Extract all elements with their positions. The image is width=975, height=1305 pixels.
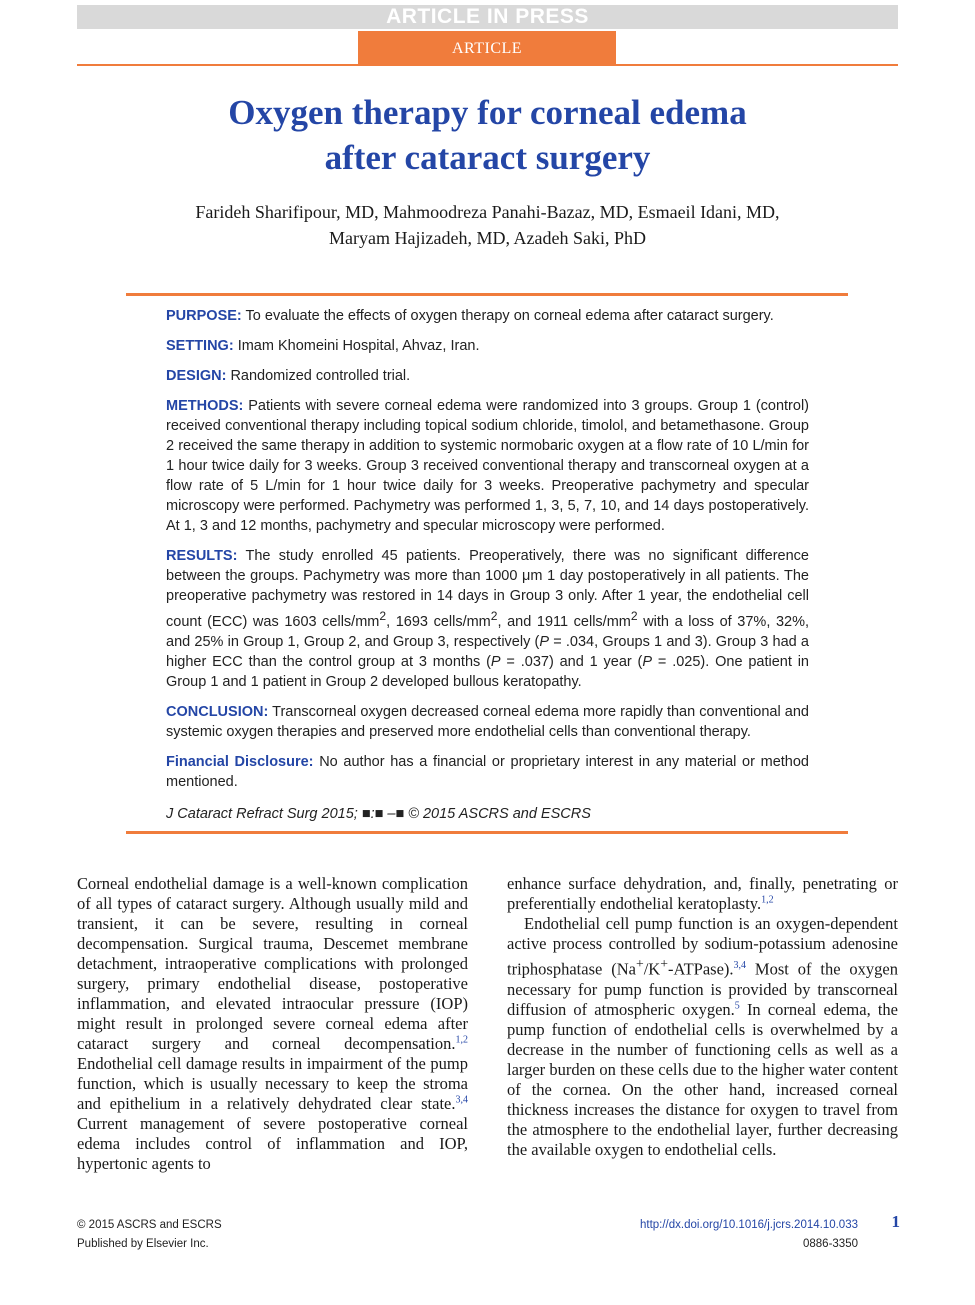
body-text: Current management of severe postoperative corneal edema includes control of inflammation and IOP, hypertonic agents to [77, 1114, 468, 1173]
doi-link[interactable]: http://dx.doi.org/10.1016/j.jcrs.2014.10.033 [639, 1219, 858, 1231]
abstract-design [166, 366, 809, 386]
copyright: © 2015 ASCRS and ESCRS [77, 1219, 222, 1231]
journal-citation: J Cataract Refract Surg 2015; ■:■ –■ © 2015 ASCRS and ESCRS [166, 805, 591, 822]
abstract-purpose [166, 306, 809, 326]
body-text: /K [643, 959, 661, 979]
article-title [77, 90, 898, 180]
body-paragraph [507, 914, 898, 1160]
p-value-symbol: P [539, 633, 550, 650]
body-text: enhance surface dehydration, and, finally, penetrating or preferentially endothelial keratoplasty. [507, 874, 898, 913]
issn: 0886-3350 [803, 1238, 858, 1250]
publisher: Published by Elsevier Inc. [77, 1238, 209, 1250]
results-text: = .034, Groups 1 and 3). Group 3 had a higher ECC than the control group at 3 months ( [166, 633, 809, 670]
abstract-conclusion [166, 702, 809, 742]
results-text: , 1693 cells/mm [386, 613, 491, 630]
body-column-right [507, 874, 898, 1160]
header-divider [77, 64, 898, 66]
author-list [77, 199, 898, 251]
disclosure-text: No author has a financial or proprietary interest in any material or method mentioned. [166, 753, 809, 790]
results-text: The study enrolled 45 patients. Preoperatively, there was no significant difference between the groups. Pachymetry was more than 1000 μm 1 day postoperatively in all patients. The preoperative pachymetry was restored in 14 days in Group 3 only. After 1 year, the endothelial cell count (ECC) was 1603 cells/mm [166, 548, 809, 630]
abstract-setting [166, 336, 809, 356]
setting-text: Imam Khomeini Hospital, Ahvaz, Iran. [237, 338, 480, 354]
reference-link[interactable]: 1,2 [455, 1034, 468, 1046]
body-text: Endothelial cell pump function is an oxygen-dependent active process controlled by sodium-potassium adenosine triphosphatase (Na [507, 914, 898, 979]
authors-line-2: Maryam Hajizadeh, MD, Azadeh Saki, PhD [329, 228, 646, 248]
disclosure-label: Financial Disclosure: [166, 753, 314, 770]
abstract-results [166, 546, 809, 692]
body-text: Endothelial cell damage results in impairment of the pump function, which is usually necessary to keep the stroma and epithelium in a relatively dehydrated clear state. [77, 1054, 468, 1113]
section-label: ARTICLE [358, 31, 616, 65]
results-text: = .037) and 1 year ( [500, 653, 643, 670]
body-text: Most of the oxygen necessary for pump function is provided by transcorneal diffusion of atmospheric oxygen. [507, 959, 899, 1019]
article-in-press-banner: ARTICLE IN PRESS [77, 5, 898, 29]
setting-label: SETTING: [166, 338, 234, 354]
reference-link[interactable]: 3,4 [455, 1094, 468, 1106]
body-text: -ATPase). [667, 959, 734, 979]
page-number: 1 [891, 1212, 900, 1231]
title-line-1: Oxygen therapy for corneal edema [228, 93, 747, 132]
abstract-methods [166, 396, 809, 536]
methods-label: METHODS: [166, 398, 244, 414]
results-text: = .025). One patient in Group 1 and 1 patient in Group 2 developed bullous keratopathy. [166, 653, 809, 690]
reference-link[interactable]: 3,4 [733, 960, 747, 971]
design-text: Randomized controlled trial. [230, 368, 411, 384]
p-value-symbol: P [490, 653, 501, 670]
body-paragraph [77, 874, 468, 1174]
superscript: 2 [490, 609, 498, 623]
superscript: 2 [379, 609, 387, 623]
reference-link[interactable]: 1,2 [761, 894, 774, 906]
conclusion-label: CONCLUSION: [166, 703, 269, 720]
results-label: RESULTS: [166, 548, 238, 564]
methods-text: Patients with severe corneal edema were randomized into 3 groups. Group 1 (control) received conventional therapy including topical sodium chloride, timolol, and betamethasone. Group 2 received the same therapy in addition to systemic normobaric oxygen at a flow rate of 10 L/min for 1 hour twice daily for 3 weeks. Group 3 received conventional therapy and transcorneal oxygen at a flow rate of 5 L/min for 1 hour twice daily for 3 weeks. Preoperative pachymetry and specular microscopy were performed. Pachymetry was performed 1, 3, 5, 7, 10, and 14 days postoperatively. At 1, 3 and 12 months, pachymetry and specular microscopy were performed. [166, 398, 809, 534]
body-paragraph [507, 874, 898, 914]
purpose-text: To evaluate the effects of oxygen therapy on corneal edema after cataract surgery. [245, 308, 774, 324]
purpose-label: PURPOSE: [166, 308, 242, 324]
body-column-left [77, 874, 468, 1174]
reference-link[interactable]: 5 [734, 1000, 740, 1011]
results-text: with a loss of 37%, 32%, and 25% in Group 1, Group 2, and Group 3, respectively ( [166, 613, 809, 650]
abstract-top-rule [126, 293, 848, 296]
abstract [166, 306, 809, 834]
footer-left [77, 1216, 222, 1254]
superscript: + [660, 956, 668, 971]
conclusion-text: Transcorneal oxygen decreased corneal edema more rapidly than conventional and systemic oxygen therapies and preserved more endothelial cells than conventional therapy. [166, 703, 809, 740]
authors-line-1: Farideh Sharifipour, MD, Mahmoodreza Panahi-Bazaz, MD, Esmaeil Idani, MD, [195, 202, 780, 222]
superscript: + [635, 956, 644, 971]
design-label: DESIGN: [166, 368, 227, 384]
abstract-disclosure [166, 752, 809, 792]
p-value-symbol: P [642, 653, 653, 670]
abstract-bottom-rule [126, 831, 848, 834]
results-text: , and 1911 cells/mm [497, 613, 631, 630]
footer-right [600, 1216, 858, 1254]
superscript: 2 [630, 609, 638, 623]
body-text: Corneal endothelial damage is a well-known complication of all types of cataract surgery. Although usually mild and transient, it can be severe, resulting in corneal decompensation. Surgical trauma, Descemet membrane detachment, intraoperative complications with prolonged surgery, primary endothelial disease, postoperative inflammation, and elevated intraocular pressure (IOP) might result in prolonged severe corneal edema after cataract surgery and corneal decompensation. [77, 874, 468, 1053]
body-text: In corneal edema, the pump function of endothelial cells is overwhelmed by a decrease in the number of functioning cells as well as a larger burden on these cells due to the higher water content of the cornea. On the other hand, increased corneal thickness increases the distance for oxygen to travel from the atmosphere to the endothelial layer, further decreasing the available oxygen to endothelial cells. [507, 999, 898, 1159]
title-line-2: after cataract surgery [324, 138, 651, 177]
